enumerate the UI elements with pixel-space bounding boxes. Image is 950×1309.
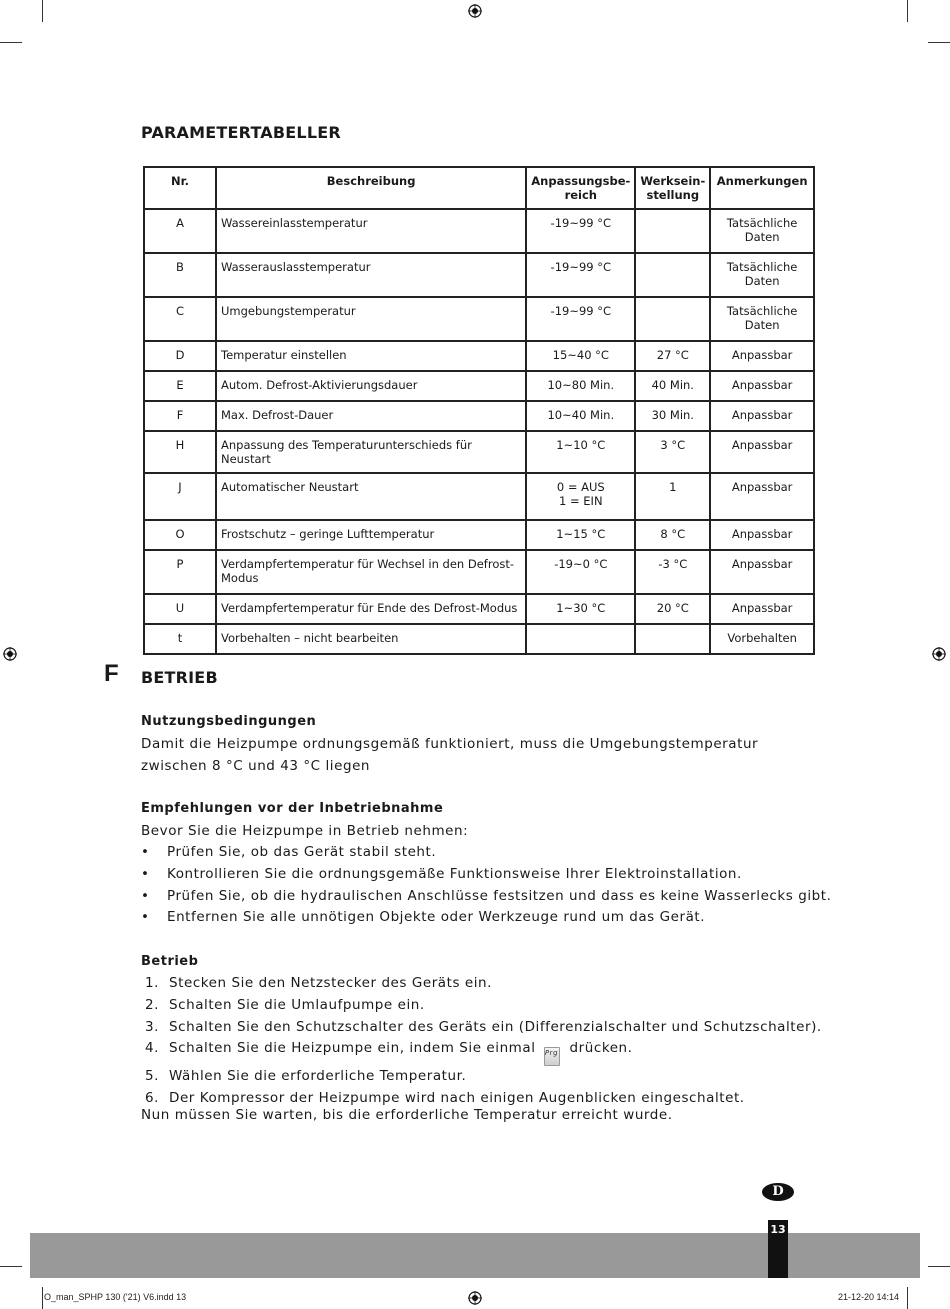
step-text: Schalten Sie den Schutzschalter des Geräts ein (Differenzialschalter und Schutzschalter).: [169, 1018, 822, 1035]
cell-nr: A: [144, 209, 216, 253]
registration-mark-icon: [468, 1291, 482, 1305]
cell-nr: C: [144, 297, 216, 341]
list-item: • Prüfen Sie, ob das Gerät stabil steht.: [141, 842, 831, 864]
cell-factory-setting: [635, 209, 710, 253]
header-remarks: Anmerkungen: [710, 167, 814, 209]
step-item: [141, 973, 822, 995]
step-number: 6.: [145, 1090, 159, 1107]
step-number: 1.: [145, 975, 159, 991]
cell-factory-setting: 20 °C: [635, 594, 710, 624]
operation-heading: Betrieb: [141, 954, 199, 969]
step-number: 2.: [145, 996, 159, 1013]
cell-description: Automatischer Neustart: [216, 473, 526, 520]
cell-range: [526, 624, 635, 654]
cell-remark: Anpassbar: [710, 341, 814, 371]
cell-remark: Anpassbar: [710, 594, 814, 624]
cell-range: 1~15 °C: [526, 520, 635, 550]
cell-description: Wassereinlasstemperatur: [216, 209, 526, 253]
prg-key-icon: Prg: [544, 1047, 560, 1066]
table-row: [144, 473, 814, 520]
cell-factory-setting: 27 °C: [635, 341, 710, 371]
crop-mark: [928, 1266, 950, 1267]
table-row: [144, 550, 814, 594]
usage-heading: Nutzungsbedingungen: [141, 714, 317, 729]
list-item: • Entfernen Sie alle unnötigen Objekte oder Werkzeuge rund um das Gerät.: [141, 907, 831, 929]
table-row: [144, 297, 814, 341]
cell-factory-setting: 3 °C: [635, 431, 710, 473]
cell-description: Frostschutz – geringe Lufttemperatur: [216, 520, 526, 550]
table-header-row: [144, 167, 814, 209]
recommendation-list: [141, 842, 831, 929]
cell-description: Vorbehalten – nicht bearbeiten: [216, 624, 526, 654]
step-item: [141, 1038, 822, 1066]
cell-description: Wasserauslasstemperatur: [216, 253, 526, 297]
cell-remark: Anpassbar: [710, 371, 814, 401]
step-number: 3.: [145, 1018, 159, 1035]
cell-nr: J: [144, 473, 216, 520]
crop-mark: [907, 1287, 908, 1309]
cell-range: -19~99 °C: [526, 253, 635, 297]
usage-text: Damit die Heizpumpe ordnungsgemäß funktioniert, muss die Umgebungstemperatur zwischen 8 °C und 43 °C liegen: [141, 736, 759, 774]
closing-text: Nun müssen Sie warten, bis die erforderliche Temperatur erreicht wurde.: [141, 1107, 673, 1123]
list-item: • Prüfen Sie, ob die hydraulischen Anschlüsse festsitzen und dass es keine Wasserlecks gibt.: [141, 886, 831, 908]
cell-remark: Anpassbar: [710, 431, 814, 473]
cell-remark: Anpassbar: [710, 520, 814, 550]
table-row: [144, 431, 814, 473]
cell-nr: P: [144, 550, 216, 594]
cell-range: -19~99 °C: [526, 209, 635, 253]
cell-factory-setting: [635, 253, 710, 297]
cell-factory-setting: 8 °C: [635, 520, 710, 550]
step-item: [141, 1017, 822, 1039]
step-text: Schalten Sie die Umlaufpumpe ein.: [169, 996, 425, 1013]
step-text: Schalten Sie die Heizpumpe ein, indem Sie einmal: [169, 1040, 536, 1057]
cell-remark: Tatsächliche Daten: [710, 297, 814, 341]
cell-nr: H: [144, 431, 216, 473]
table-row: [144, 371, 814, 401]
registration-mark-icon: [3, 647, 17, 661]
slug-timestamp: 21-12-20 14:14: [838, 1292, 900, 1302]
cell-remark: Tatsächliche Daten: [710, 209, 814, 253]
cell-range: -19~0 °C: [526, 550, 635, 594]
step-item: [141, 1066, 822, 1088]
crop-mark: [907, 0, 908, 22]
cell-nr: t: [144, 624, 216, 654]
crop-mark: [42, 0, 43, 22]
recommend-intro: Bevor Sie die Heizpumpe in Betrieb nehmen:: [141, 823, 469, 839]
step-item: [141, 995, 822, 1017]
cell-factory-setting: -3 °C: [635, 550, 710, 594]
crop-mark: [0, 1266, 22, 1267]
table-row: [144, 209, 814, 253]
step-number: 4.: [145, 1040, 159, 1057]
parameter-table: [143, 166, 815, 655]
cell-nr: O: [144, 520, 216, 550]
cell-nr: U: [144, 594, 216, 624]
cell-nr: E: [144, 371, 216, 401]
table-row: [144, 624, 814, 654]
header-range: Anpassungsbe- reich: [526, 167, 635, 209]
page-number: 13: [768, 1220, 788, 1278]
header-description: Beschreibung: [216, 167, 526, 209]
cell-range: 0 = AUS 1 = EIN: [526, 473, 635, 520]
cell-description: Temperatur einstellen: [216, 341, 526, 371]
table-row: [144, 253, 814, 297]
table-row: [144, 341, 814, 371]
cell-remark: Anpassbar: [710, 401, 814, 431]
cell-nr: F: [144, 401, 216, 431]
table-row: [144, 594, 814, 624]
cell-description: Autom. Defrost-Aktivierungsdauer: [216, 371, 526, 401]
operation-steps-list: [141, 973, 822, 1110]
registration-mark-icon: [468, 4, 482, 18]
cell-factory-setting: 40 Min.: [635, 371, 710, 401]
table-row: [144, 401, 814, 431]
cell-remark: Vorbehalten: [710, 624, 814, 654]
list-item: • Kontrollieren Sie die ordnungsgemäße Funktionsweise Ihrer Elektroinstallation.: [141, 864, 831, 886]
cell-range: 1~30 °C: [526, 594, 635, 624]
header-nr: Nr.: [144, 167, 216, 209]
cell-nr: D: [144, 341, 216, 371]
cell-factory-setting: [635, 624, 710, 654]
step-number: 5.: [145, 1068, 159, 1085]
parameter-section-title: PARAMETERTABELLER: [141, 123, 341, 142]
cell-range: 10~80 Min.: [526, 371, 635, 401]
cell-remark: Anpassbar: [710, 473, 814, 520]
cell-description: Verdampfertemperatur für Wechsel in den Defrost-Modus: [216, 550, 526, 594]
step-text-after: drücken.: [569, 1040, 633, 1057]
step-text: Stecken Sie den Netzstecker des Geräts ein.: [169, 975, 493, 991]
operation-section-title: BETRIEB: [141, 668, 218, 687]
step-text: Wählen Sie die erforderliche Temperatur.: [169, 1068, 467, 1085]
recommend-heading: Empfehlungen vor der Inbetriebnahme: [141, 801, 444, 816]
cell-description: Max. Defrost-Dauer: [216, 401, 526, 431]
slug-filename: O_man_SPHP 130 ('21) V6.indd 13: [44, 1292, 187, 1302]
language-badge: D: [762, 1183, 794, 1201]
crop-mark: [0, 42, 22, 43]
cell-range: 10~40 Min.: [526, 401, 635, 431]
cell-factory-setting: 1: [635, 473, 710, 520]
cell-range: 1~10 °C: [526, 431, 635, 473]
registration-mark-icon: [932, 647, 946, 661]
cell-remark: Anpassbar: [710, 550, 814, 594]
crop-mark: [928, 42, 950, 43]
cell-description: Verdampfertemperatur für Ende des Defrost-Modus: [216, 594, 526, 624]
cell-nr: B: [144, 253, 216, 297]
section-letter: F: [104, 660, 119, 687]
cell-factory-setting: 30 Min.: [635, 401, 710, 431]
cell-range: -19~99 °C: [526, 297, 635, 341]
cell-factory-setting: [635, 297, 710, 341]
cell-range: 15~40 °C: [526, 341, 635, 371]
cell-description: Anpassung des Temperaturunterschieds für Neustart: [216, 431, 526, 473]
table-row: [144, 520, 814, 550]
cell-description: Umgebungstemperatur: [216, 297, 526, 341]
step-text: Der Kompressor der Heizpumpe wird nach einigen Augenblicken eingeschaltet.: [169, 1090, 745, 1107]
cell-remark: Tatsächliche Daten: [710, 253, 814, 297]
header-factory-setting: Werksein- stellung: [635, 167, 710, 209]
crop-mark: [42, 1287, 43, 1309]
